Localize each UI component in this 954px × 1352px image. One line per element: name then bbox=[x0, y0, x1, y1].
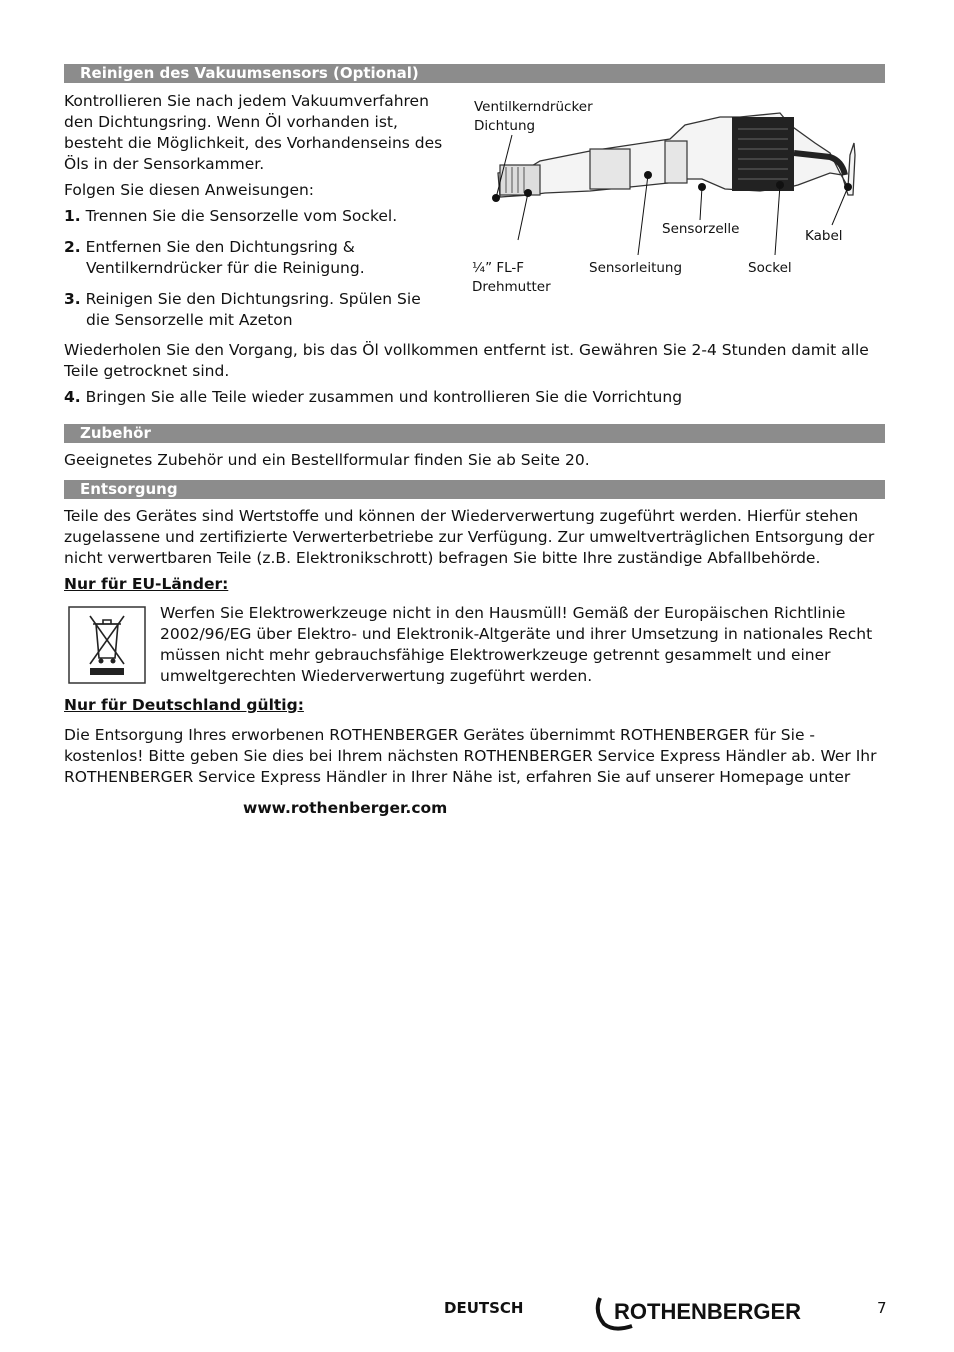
step-number: 4. bbox=[64, 388, 81, 406]
label-seal: Dichtung bbox=[474, 118, 536, 134]
step-1 bbox=[64, 206, 444, 227]
fitting bbox=[665, 141, 687, 183]
step-text: Reinigen Sie den Dichtungsring. Spülen Sie die Sensorzelle mit Azeton bbox=[85, 290, 421, 329]
label-valve-core: Ventilkerndrücker bbox=[474, 99, 593, 115]
intro-line: den Dichtungsring. Wenn Öl vorhanden ist, bbox=[64, 113, 398, 131]
step-text: Entfernen Sie den Dichtungsring & Ventilkerndrücker für die Reinigung. bbox=[85, 238, 365, 277]
label-sensor-line: Sensorleitung bbox=[589, 260, 683, 276]
de-text: Die Entsorgung Ihres erworbenen ROTHENBERGER Gerätes übernimmt ROTHENBERGER für Sie - kostenlos! Bitte geben Sie dies bei Ihrem nächsten ROTHENBERGER Service Express Händler ab. Wer Ihr ROTHENBERGER Service Express Händler in Ihrer Nähe ist, erfahren Sie auf unserer Homepage unter bbox=[64, 726, 877, 786]
label-sensor-cell: Sensorzelle bbox=[662, 221, 740, 237]
step-number: 2. bbox=[64, 238, 81, 256]
label-flare-nut-1: ¼” FL-F bbox=[472, 260, 525, 276]
intro-line: Kontrollieren Sie nach jedem Vakuumverfahren bbox=[64, 92, 429, 110]
website-link[interactable]: www.rothenberger.com bbox=[243, 799, 448, 817]
repeat-text: Wiederholen Sie den Vorgang, bis das Öl vollkommen entfernt ist. Gewähren Sie 2-4 Stunden damit alle Teile getrocknet sind. bbox=[64, 341, 869, 380]
step-3 bbox=[64, 289, 434, 331]
step-number: 3. bbox=[64, 290, 81, 308]
weee-bin-icon bbox=[68, 606, 146, 684]
knurled-socket bbox=[732, 117, 794, 191]
follow-instructions: Folgen Sie diesen Anweisungen: bbox=[64, 181, 315, 199]
label-cable: Kabel bbox=[805, 228, 843, 244]
disposal-text: Teile des Gerätes sind Wertstoffe und können der Wiederverwertung zugeführt werden. Hierfür stehen zugelassene und zertifizierte Verwerterbetriebe zur Verfügung. Zur umweltverträglichen Entsorgung der nicht verwertbaren Teile (z.B. Elektronikschrott) befragen Sie bitte Ihre zuständige Abfallbehörde. bbox=[64, 507, 875, 567]
label-flare-nut-2: Drehmutter bbox=[472, 279, 551, 295]
intro-line: Öls in der Sensorkammer. bbox=[64, 155, 265, 173]
accessories-text: Geeignetes Zubehör und ein Bestellformular finden Sie ab Seite 20. bbox=[64, 451, 590, 469]
logo-text: ROTHENBERGER bbox=[614, 1299, 802, 1324]
step-4 bbox=[64, 387, 886, 408]
section-header-disposal: Entsorgung bbox=[64, 480, 885, 499]
step-text: Trennen Sie die Sensorzelle vom Sockel. bbox=[85, 207, 398, 225]
rothenberger-logo bbox=[592, 1292, 832, 1332]
cleaning-intro bbox=[64, 91, 449, 175]
section-header-cleaning: Reinigen des Vakuumsensors (Optional) bbox=[64, 64, 885, 83]
section-header-accessories: Zubehör bbox=[64, 424, 885, 443]
step-text: Bringen Sie alle Teile wieder zusammen und kontrollieren Sie die Vorrichtung bbox=[85, 388, 683, 406]
eu-heading: Nur für EU-Länder: bbox=[64, 575, 229, 593]
eu-text: Werfen Sie Elektrowerkzeuge nicht in den Hausmüll! Gemäß der Europäischen Richtlinie 2002/96/EG über Elektro- und Elektronik-Altgeräte und ihrer Umsetzung in nationales Recht müssen nicht mehr gebrauchsfähige Elektrowerkzeuge getrennt gesammelt und einer umweltgerechten Wiederverwertung zugeführt werden. bbox=[160, 604, 873, 685]
intro-line: besteht die Möglichkeit, des Vorhandenseins des bbox=[64, 134, 443, 152]
label-socket: Sockel bbox=[748, 260, 792, 276]
fitting bbox=[590, 149, 630, 189]
footer-language: DEUTSCH bbox=[444, 1299, 524, 1317]
de-heading: Nur für Deutschland gültig: bbox=[64, 696, 304, 714]
page-number: 7 bbox=[877, 1299, 887, 1317]
step-number: 1. bbox=[64, 207, 81, 225]
step-2 bbox=[64, 237, 444, 279]
